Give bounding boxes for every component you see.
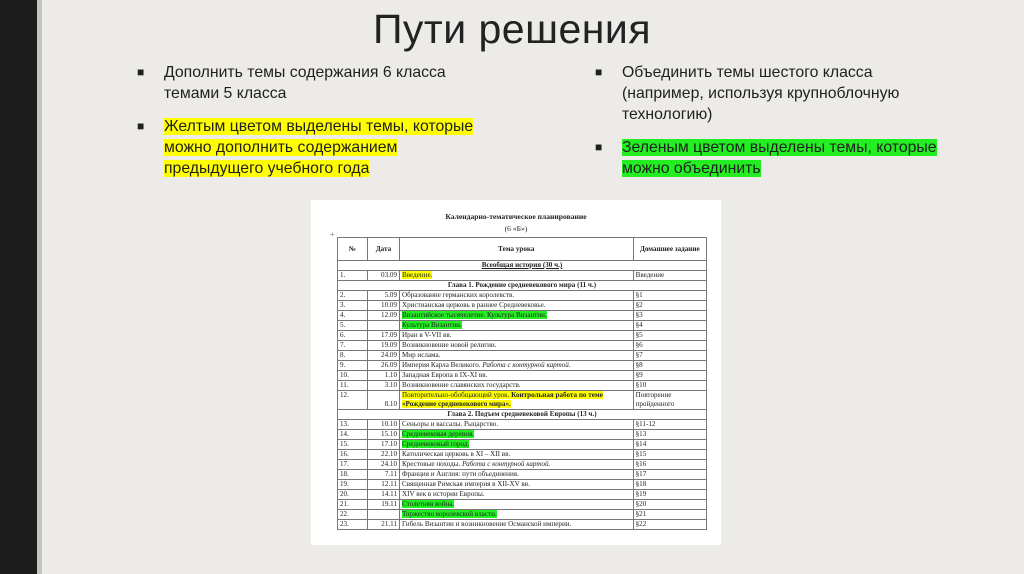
cell-topic: Франция и Англия: пути объединения. [400,470,634,480]
table-row [338,301,707,311]
cell-topic: Повторительно-обобщающий урок. Контрольная работа по теме «Рождение средневекового мира». [400,391,634,410]
cell-number: 20. [338,490,368,500]
table-row [338,440,707,450]
bullet-text-yellow-highlight: Желтым цветом выделены темы, которые можно дополнить содержанием предыдущего учебного года [164,118,474,177]
cell-topic: Сеньоры и вассалы. Рыцарство. [400,420,634,430]
cell-date: 19.11 [367,500,399,510]
cell-homework: Введение [633,271,706,281]
doc-title: Календарно-тематическое планирование [445,212,587,221]
table-row [338,271,707,281]
document-image [311,200,721,545]
table-row [338,460,707,470]
cell-number: 11. [338,381,368,391]
cell-date: 8.10 [367,391,399,410]
cell-topic: Гибель Византии и возникновение Османской империи. [400,520,634,530]
bullet-item [595,62,955,125]
section-title: Всеобщая история (30 ч.) [338,261,707,271]
cell-homework: §11-12 [633,420,706,430]
cell-topic: Средневековая деревня. [400,430,634,440]
cell-number: 13. [338,420,368,430]
cell-date: 14.11 [367,490,399,500]
chapter-title: Глава 1. Рождение средневекового мира (11 ч.) [338,281,707,291]
bullet-item [137,116,497,179]
cell-date: 17.09 [367,331,399,341]
cell-topic: Византийское тысячелетие. Культура Византии. [400,311,634,321]
table-header-row [338,238,707,261]
table-row [338,480,707,490]
table-row [338,391,707,410]
cell-date: 03.09 [367,271,399,281]
table-row [338,381,707,391]
cell-number: 10. [338,371,368,381]
bullet-item [137,62,497,104]
cell-number: 8. [338,351,368,361]
cell-date: 3.10 [367,381,399,391]
cell-number: 4. [338,311,368,321]
header-number: № [338,238,368,261]
cell-topic: Торжество королевской власти. [400,510,634,520]
cell-topic: Культура Византии. [400,321,634,331]
cell-number: 21. [338,500,368,510]
header-topic: Тема урока [400,238,634,261]
chapter-title: Глава 2. Подъем средневековой Европы (13 ч.) [338,410,707,420]
cell-topic: Столетняя война. [400,500,634,510]
table-row [338,321,707,331]
bullet-text-green-highlight: Зеленым цветом выделены темы, которые можно объединить [622,139,937,177]
cell-date: 15.10 [367,430,399,440]
cell-number: 12. [338,391,368,410]
cell-number: 3. [338,301,368,311]
cell-date: 24.09 [367,351,399,361]
cell-number: 22. [338,510,368,520]
cell-topic: Империя Карла Великого. Работа с контурной картой. [400,361,634,371]
cell-homework: §21 [633,510,706,520]
section-row [338,261,707,271]
right-bullet-column [595,62,955,191]
bullet-item [595,137,955,179]
cell-date: 7.11 [367,470,399,480]
left-bullet-column [137,62,497,191]
cell-date: 21.11 [367,520,399,530]
chapter-row [338,410,707,420]
cell-number: 9. [338,361,368,371]
cell-homework: §17 [633,470,706,480]
cell-date: 24.10 [367,460,399,470]
cell-homework: §18 [633,480,706,490]
bullet-text: Объединить темы шестого класса (например, используя крупноблочную технологию) [622,64,900,123]
bullet-marker: ■ [137,119,145,133]
bullet-text: Дополнить темы содержания 6 класса темами 5 класса [164,64,446,102]
bullet-marker: ■ [595,140,603,154]
header-date: Дата [367,238,399,261]
cell-date: 26.09 [367,361,399,371]
cell-date: 19.09 [367,341,399,351]
bullet-marker: ■ [595,65,603,79]
cell-topic: Иран в V-VII вв. [400,331,634,341]
slide-title: Пути решения [372,6,652,52]
cell-number: 18. [338,470,368,480]
lesson-plan-table [337,237,707,530]
table-row [338,520,707,530]
cell-homework: §5 [633,331,706,341]
cell-topic: Мир ислама. [400,351,634,361]
doc-subtitle: (6 «Б») [504,224,528,233]
table-row [338,490,707,500]
cell-date [367,321,399,331]
cell-topic: Священная Римская империя в XII-XV вв. [400,480,634,490]
cell-number: 14. [338,430,368,440]
cell-homework: §10 [633,381,706,391]
cell-topic: Христианская церковь в раннее Средневековье. [400,301,634,311]
cell-number: 5. [338,321,368,331]
cell-topic: Католическая церковь в XI – XII вв. [400,450,634,460]
table-move-handle-icon: + [330,230,335,239]
cell-date: 1.10 [367,371,399,381]
cell-number: 19. [338,480,368,490]
cell-number: 23. [338,520,368,530]
cell-homework: §19 [633,490,706,500]
cell-topic: XIV век в истории Европы. [400,490,634,500]
cell-date: 12.09 [367,311,399,321]
table-row [338,450,707,460]
cell-number: 7. [338,341,368,351]
table-row [338,351,707,361]
cell-topic: Возникновение новой религии. [400,341,634,351]
cell-homework: §2 [633,301,706,311]
cell-homework: §13 [633,430,706,440]
table-row [338,371,707,381]
cell-topic: Крестовые походы. Работа с контурной картой. [400,460,634,470]
cell-number: 1. [338,271,368,281]
table-row [338,331,707,341]
cell-date: 10.09 [367,301,399,311]
cell-date: 12.11 [367,480,399,490]
table-row [338,470,707,480]
bullet-marker: ■ [137,65,145,79]
cell-homework: §15 [633,450,706,460]
cell-homework: §22 [633,520,706,530]
cell-number: 6. [338,331,368,341]
table-row [338,430,707,440]
header-homework: Домашнее задание [633,238,706,261]
cell-homework: §8 [633,361,706,371]
cell-number: 15. [338,440,368,450]
table-row [338,361,707,371]
cell-homework: §16 [633,460,706,470]
cell-number: 17. [338,460,368,470]
table-row [338,341,707,351]
table-row [338,311,707,321]
cell-topic: Западная Европа в IX-XI вв. [400,371,634,381]
cell-homework: §3 [633,311,706,321]
table-row [338,500,707,510]
table-row [338,291,707,301]
cell-homework: §1 [633,291,706,301]
left-accent-line [37,0,42,574]
cell-homework: §4 [633,321,706,331]
cell-homework: §20 [633,500,706,510]
cell-homework: Повторение пройденного [633,391,706,410]
cell-homework: §9 [633,371,706,381]
cell-topic: Возникновение славянских государств. [400,381,634,391]
cell-number: 2. [338,291,368,301]
cell-date: 22.10 [367,450,399,460]
chapter-row [338,281,707,291]
cell-homework: §7 [633,351,706,361]
cell-number: 16. [338,450,368,460]
cell-date: 5.09 [367,291,399,301]
cell-date: 17.10 [367,440,399,450]
table-row [338,510,707,520]
cell-topic: Образование германских королевств. [400,291,634,301]
left-accent-bar [0,0,37,574]
cell-date: 10.10 [367,420,399,430]
table-row [338,420,707,430]
cell-homework: §6 [633,341,706,351]
cell-topic: Введение. [400,271,634,281]
cell-date [367,510,399,520]
cell-topic: Средневековый город. [400,440,634,450]
cell-homework: §14 [633,440,706,450]
